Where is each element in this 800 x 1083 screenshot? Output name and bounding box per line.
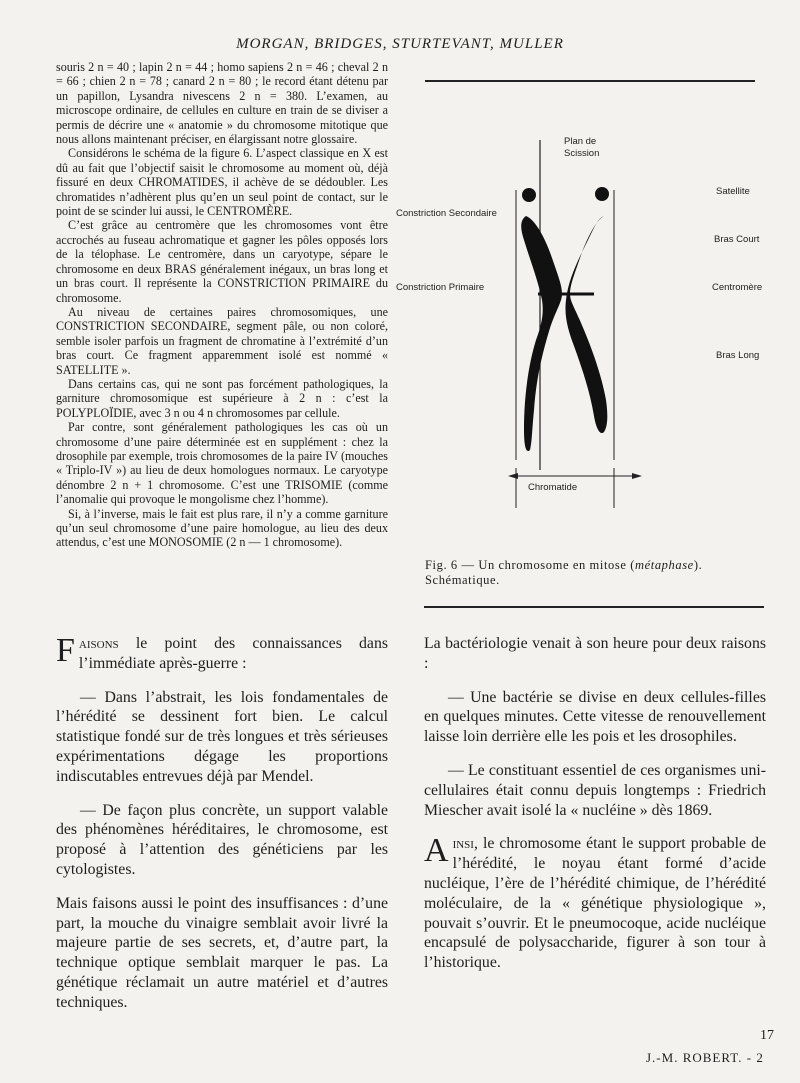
label-satellite: Satellite (716, 186, 750, 197)
glossary-text (56, 60, 388, 550)
glossary-paragraph: Dans certains cas, qui ne sont pas forcément pathologiques, la garniture chromosomique est supérieure à 2 n : c’est la POLYPLOÏDIE, avec 3 n ou 4 n chromosomes par cellule. (56, 376, 388, 420)
glossary-paragraph: Considérons le schéma de la figure 6. L’aspect classique en X est dû au fait que l’objectif saisit le chromosome au moment où, déjà fissuré en deux CHROMATIDES, il achève de se dédoubler. Les chromatides n’adhèrent plus qu’en un seul point de contact, sur le point de se scinder lui aussi, le CENTROMÈRE. (56, 146, 388, 219)
label-scission: Scission (564, 148, 600, 159)
right-column (424, 634, 766, 987)
chromatid-left (521, 216, 562, 451)
left-paragraph-2: — Dans l’abstrait, les lois fondamentales de l’hérédité se dessinent fort bien. Le calcul statistique fondé sur de très longues et très sérieuses expérimentations dégage les proportions indiscutables entrevues déjà par Mendel. (56, 688, 388, 785)
glossary-paragraph: C’est grâce au centromère que les chromosomes vont être accrochés au fuseau achromatique et gagner les pôles opposés lors de la télophase. Le centromère, dans un caryotype, sépare le chromosome en deux BRAS généralement inégaux, un bras long et un bras court. Il représente la CONSTRICTION PRIMAIRE du chromosome. (56, 218, 388, 305)
drop-cap-a: A (424, 832, 449, 870)
right-paragraph-2: — Une bactérie se divise en deux cellules-filles en quelques minutes. Cette vitesse de renouvellement laisse loin derrière elle les pois et les drosophiles. (424, 688, 766, 746)
left-paragraph-1: Faisons le point des connaissances dans l’immédiate après-guerre : (56, 632, 388, 672)
glossary-paragraph: Par contre, sont généralement pathologiques les cas où un chromosome d’une paire déterminée est en supplément : chez la drosophile par exemple, trois chromosomes de la paire IV (mouches « Triplo-IV ») au lieu de deux homologues normaux. Le caryotype dénombre 2 n + 1 chromosome. C’est une TRISOMIE (comme l’anomalie qui provoque le mongolisme chez l’homme). (56, 420, 388, 507)
label-chromatide: Chromatide (528, 482, 578, 493)
page-number: 17 (760, 1028, 774, 1043)
chromosome-figure (396, 80, 776, 550)
label-bras-court: Bras Court (714, 234, 760, 245)
glossary-paragraph: Si, à l’inverse, mais le fait est plus rare, il n’y a comme garniture qu’un seul chromosome d’une paire homologue, au lieu des deux attendus, c’est une MONOSOMIE (2 n — 1 chromosome). (56, 506, 388, 550)
left-paragraph-4: Mais faisons aussi le point des insuffisances : d’une part, la mouche du vinaigre semblait avoir livré la majeure partie de ses secrets, et, d’autre part, la technique optique semblait marquer le pas. La génétique réclamait un autre matériel et d’autres techniques. (56, 894, 388, 1011)
caption-line-2: Schématique. (425, 573, 500, 587)
small-caps-lead: insi (452, 835, 474, 853)
drop-cap-f: F (56, 632, 75, 669)
left-paragraph-3: — De façon plus concrète, un support valable des phénomènes héréditaires, le chromosome, est proposé à l’attention des généticiens par les cytologistes. (56, 801, 388, 878)
label-bras-long: Bras Long (716, 350, 760, 361)
label-constriction-primaire: Constriction Primaire (396, 282, 485, 293)
satellite-right (595, 187, 609, 201)
arrow-right-head (632, 473, 642, 479)
glossary-paragraph: souris 2 n = 40 ; lapin 2 n = 44 ; homo sapiens 2 n = 46 ; cheval 2 n = 66 ; chien 2 n = 78 ; canard 2 n = 80 ; le record étant détenu par un papillon, Lysandra nivescens 2 n = 380. L’examen, au microscope ordinaire, de cellules en culture en train de se diviser a permis de décrire une « anatomie » du chromosome mitotique que nous allons maintenant préciser, en élargissant notre glossaire. (56, 60, 388, 147)
satellite-left (522, 188, 536, 202)
small-caps-lead: aisons (78, 635, 119, 652)
section-rule (424, 606, 764, 608)
label-centromere: Centromère (712, 282, 763, 293)
right-paragraph-3: — Le constituant essentiel de ces organismes uni-cellulaires était connu depuis longtemps : Friedrich Miescher avait isolé la « nucléine » dès 1869. (424, 761, 766, 819)
label-plan-de: Plan de (564, 136, 597, 147)
caption-prefix: Fig. 6 — Un chromosome en mitose ( (425, 558, 635, 572)
left-column (56, 634, 388, 1027)
running-header: MORGAN, BRIDGES, STURTEVANT, MULLER (236, 36, 564, 52)
label-constriction-secondaire: Constriction Secondaire (396, 208, 497, 219)
caption-italic: métaphase (634, 558, 694, 572)
footer-signature: J.-M. ROBERT. - 2 (646, 1050, 764, 1065)
chromatid-right (565, 216, 607, 433)
right-paragraph-1: La bactériologie venait à son heure pour deux raisons : (424, 635, 766, 672)
caption-line-1 (425, 558, 765, 573)
figure-caption (425, 558, 765, 588)
caption-suffix: ). (693, 558, 703, 572)
right-paragraph-4: Ainsi, le chromosome étant le support probable de l’hérédité, le noyau étant formé d’acide nucléique, l’ère de l’hérédité chimique, de l’hérédité moléculaire, de la « génétique physiologique », pouvait s’ouvrir. Et le pneumocoque, acide nucléique encapsulé de polysaccharide, figurer à son tour à l’historique. (424, 832, 766, 972)
glossary-paragraph: Au niveau de certaines paires chromosomiques, une CONSTRICTION SECONDAIRE, segment pâle, ou non coloré, semble isoler parfois un fragment de chromatine à l’extrémité d’un bras court. Ce fragment apparemment isolé est nommé « SATELLITE ». (56, 304, 388, 377)
